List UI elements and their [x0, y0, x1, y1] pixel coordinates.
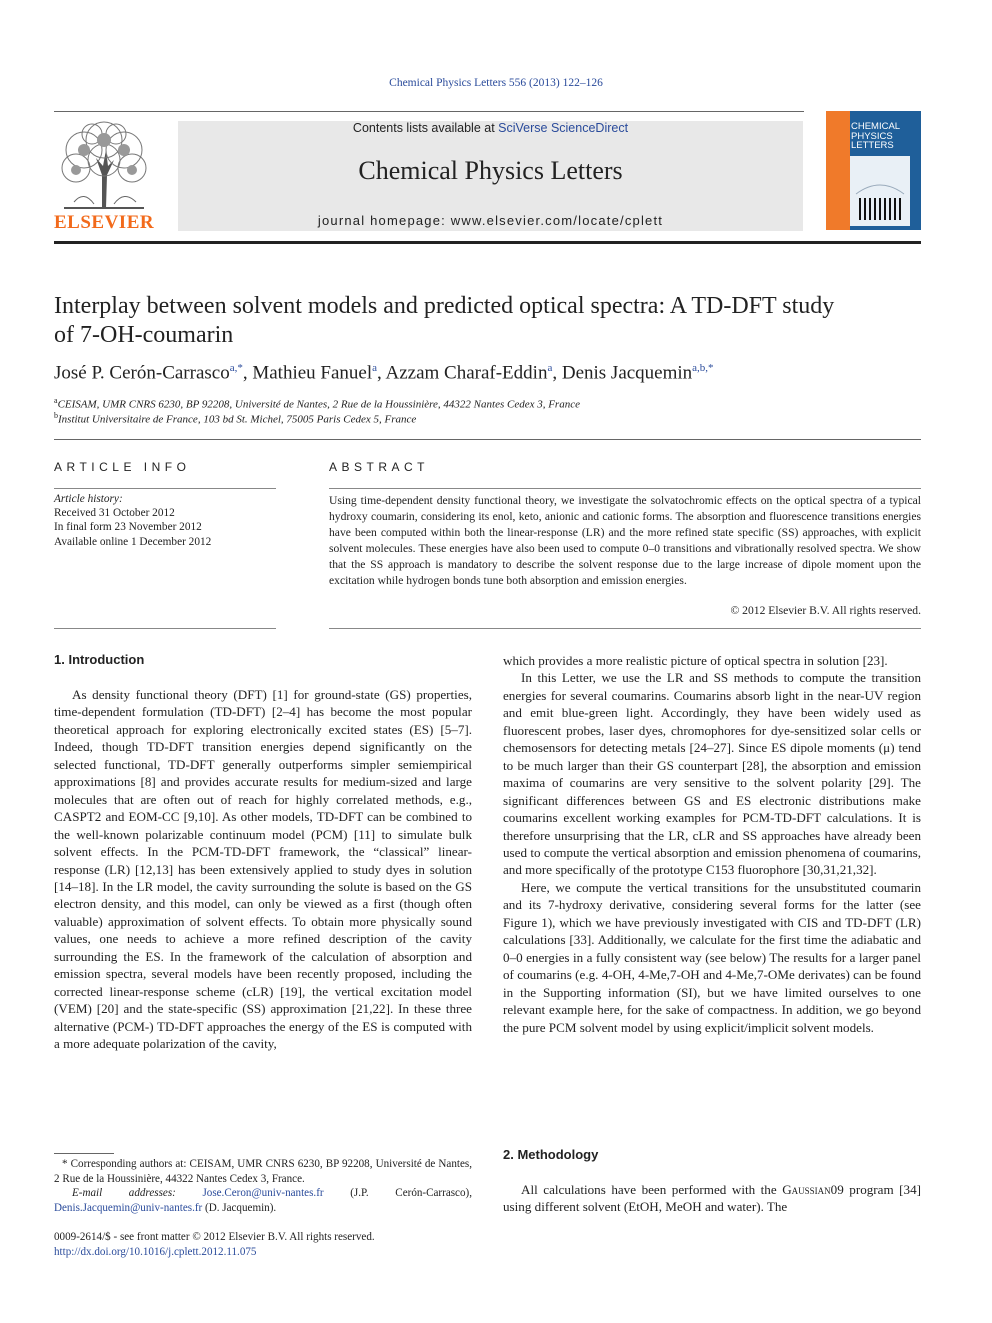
right-column-text-2	[503, 1181, 921, 1216]
right-column-text	[503, 652, 921, 1036]
cover-graphic	[850, 156, 910, 226]
contents-line: Contents lists available at SciVerse ScienceDirect	[352, 121, 629, 135]
author-list: José P. Cerón-Carrasco$^{a,*}$, Mathieu Fanuel$^a$, Azzam Charaf-Eddin$^a$, Denis Jacquemin$^{a,b,*}$	[54, 362, 714, 384]
section-heading-introduction: 1. Introduction	[54, 652, 145, 667]
article-info-heading: ARTICLE INFO	[54, 460, 191, 474]
journal-homepage: journal homepage: www.elsevier.com/locate/cplett	[317, 213, 664, 228]
abstract-text: Using time-dependent density functional theory, we investigate the solvatochromic effects on the optical spectra of a typical hydroxy coumarin, considering its enol, keto, anionic and cationic forms. The absorption and fluorescence transitions energies have been computed within both the linear-response (LR) and the more refined state specific (SS) approaches, with explicit solvent molecules. These energies have also been used to compute 0–0 transitions and vibrationally resolved spectra. We show that the SS approach is mandatory to describe the solvent response due to the large increase of dipole moment upon the excitation while hydrogen bonds tune both absorption and emission energies.	[329, 494, 921, 587]
journal-title: Chemical Physics Letters	[358, 156, 623, 185]
author-name: José P. Cerón-Carrasco	[54, 362, 230, 384]
author-name: Denis Jacquemin	[561, 362, 693, 384]
divider	[54, 439, 921, 440]
doi-link[interactable]: http://dx.doi.org/10.1016/j.cplett.2012.11.075	[54, 1245, 257, 1258]
footnote-rule	[54, 1153, 114, 1154]
section-heading-methodology: 2. Methodology	[503, 1147, 599, 1162]
paragraph: In this Letter, we use the LR and SS methods to compute the transition energies for several coumarins. Coumarins absorb light in the near-UV region and emit blue-green light. Accordingly, they have been widely used as fluorescent probes, laser dyes, chromophores for dye-sensitized solar cells or chemosensors for detecting metals [24–27]. Since ES dipole moments (μ) tend to be much larger than their GS counterpart [28], the absorption and emission maxima of coumarins are very sensitive to the solvent polarity [29]. The significant differences between GS and ES electronic distributions make coumarins excellent working examples for PCM-TD-DFT calculations. It is therefore unsurprising that the LR, cLR and SS approaches have already been used to compute the vertical absorption and emission phenomena of coumarins, and more specifically of the prototype C153 fluorophore [30,31,21,32].	[503, 670, 921, 878]
article-history: Article history: Received 31 October 2012 In final form 23 November 2012 Available online 1 December 2012	[54, 493, 212, 548]
divider	[329, 488, 921, 489]
author-affiliation-link[interactable]: a,*	[229, 362, 243, 374]
cover-orange-strip	[826, 111, 850, 230]
paragraph: Here, we compute the vertical transitions for the unsubstituted coumarin and its 7-hydroxy derivative, considering several forms for the latter (see Figure 1), which we have previously investigated with CIS and TD-DFT (LR) calculations [33]. Additionally, we calculate for the first time the adiabatic and 0–0 energies in a fully consistent way (see below) The results for a larger panel of coumarins (e.g. 4-OH, 4-Me,7-OH and 4-Me,7-OMe derivates) can be found in the Supporting information (SI), but we have limited ourselves to one relevant example here, for the sake of compactness. In addition, we go beyond the pure PCM solvent model by using explicit/implicit solvent models.	[503, 879, 921, 1035]
email-link[interactable]: Denis.Jacquemin@univ-nantes.fr	[54, 1201, 203, 1214]
paragraph: As density functional theory (DFT) [1] for ground-state (GS) properties, time-dependent formulation (TD-DFT) [2–4] has become the most popular theoretical approach for exploring electronically excited states (ES) [5–7]. Indeed, though TD-DFT transition energies depend significantly on the selected functional, TD-DFT generally outperforms simpler semiempirical approximations [8] and provides accurate results for medium-sized and large molecules that are often out of reach for highly correlated methods, e.g., CASPT2 and EOM-CC [9,10]. As other models, TD-DFT can be combined to the well-known polarizable continuum model (PCM) [11] to simulate bulk solvent effects. In the PCM-TD-DFT framework, the “classical” linear-response (LR) [12,13] has been extensively applied to study dyes in solution [14–18]. In the LR model, the cavity surrounding the solute is based on the GS electron density, and this model, can only be viewed as a first (though often valuable) approximation of solvent effects. To obtain more physically sound values, one needs to achieve a more refined description of the cavity surrounding the ES. In the framework of the calculation of absorption and emission spectra, several models have been recently proposed, including the corrected linear-response scheme (cLR) [19], the vertical excitation model (VEM) [20] and the state-specific (SS) approximation [21,22]. In these three alternative (PCM-) TD-DFT approaches the energy of the ES is computed with a more adequate polarization of the cavity,	[54, 687, 472, 1052]
affiliation-b: $^b$Institut Universitaire de France, 103 bd St. Michel, 75005 Paris Cedex 5, France	[54, 411, 417, 426]
paragraph: which provides a more realistic picture of optical spectra in solution [23].	[503, 653, 888, 668]
article-title: Interplay between solvent models and predicted optical spectra: A TD-DFT study of 7-OH-coumarin	[54, 293, 835, 348]
email-link[interactable]: Jose.Ceron@univ-nantes.fr	[202, 1187, 324, 1199]
divider	[54, 628, 276, 629]
divider	[329, 628, 921, 629]
paragraph: All calculations have been performed with the Gaussian09 program [34] using different solvent (EtOH, MeOH and water). The	[503, 1182, 921, 1215]
author-affiliation-link[interactable]: a,b,*	[692, 362, 714, 374]
divider	[54, 488, 276, 489]
corresponding-author-footnote: * Corresponding authors at: CEISAM, UMR CNRS 6230, BP 92208, Université de Nantes, 2 Rue de la Houssinière, 44322 Nantes Cedex 3, France. E-mail addresses: Jose.Ceron@univ-nantes.fr (J.P. Cerón-Carrasco), Denis.Jacquemin@univ-nantes.fr (D. Jacquemin).	[54, 1158, 472, 1214]
affiliation-a: $^a$CEISAM, UMR CNRS 6230, BP 92208, Université de Nantes, 2 Rue de la Houssinière, 44322 Nantes Cedex 3, France	[54, 396, 580, 411]
homepage-link[interactable]: www.elsevier.com/locate/cplett	[450, 213, 664, 228]
header-rule	[54, 111, 804, 112]
copyright-notice: © 2012 Elsevier B.V. All rights reserved.	[730, 604, 921, 617]
sciencedirect-link[interactable]: SciVerse ScienceDirect	[498, 121, 629, 135]
author-name: Azzam Charaf-Eddin	[385, 362, 548, 384]
author-affiliation-link[interactable]: a	[372, 362, 378, 374]
author-name: Mathieu Fanuel	[252, 362, 373, 384]
abstract-heading: ABSTRACT	[329, 460, 430, 474]
elsevier-wordmark: ELSEVIER	[54, 212, 155, 233]
header-thick-rule	[54, 241, 921, 244]
cover-title: CHEMICAL PHYSICS LETTERS	[851, 121, 901, 151]
author-affiliation-link[interactable]: a	[547, 362, 553, 374]
issn-doi-note: 0009-2614/$ - see front matter © 2012 Elsevier B.V. All rights reserved. http://dx.doi.org/10.1016/j.cplett.2012.11.075	[54, 1231, 375, 1258]
journal-reference[interactable]: Chemical Physics Letters 556 (2013) 122–126	[389, 77, 603, 89]
left-column-text	[54, 686, 472, 1053]
